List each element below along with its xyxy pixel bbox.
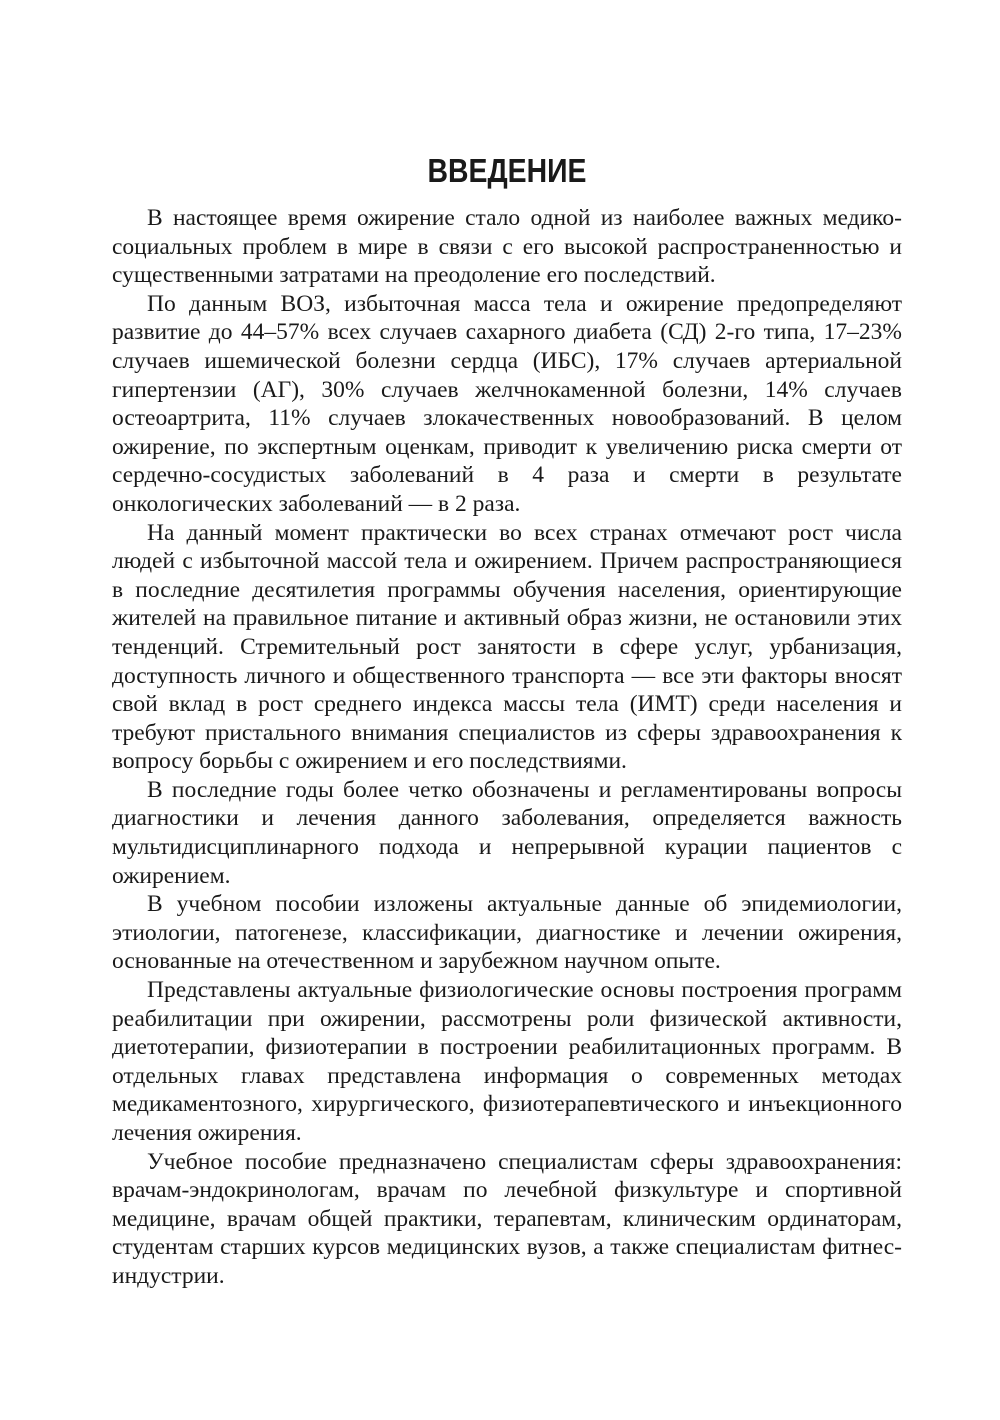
paragraph-growth-trends: На данный момент практически во всех странах отмечают рост числа людей с избыточной массой тела и ожирением. Причем распространяющиеся в последние десятилетия программы обучения населения, ориентирующие жителей на правильное питание и активный образ жизни, не остановили этих тенденций. Стремительный рост занятости в сфере услуг, урбанизация, доступность личного и общественного транспорта — все эти факторы вносят свой вклад в рост среднего индекса массы тела (ИМТ) среди населения и требуют пристального внимания специалистов из сферы здравоохранения к вопросу борьбы с ожирением и его последствиями. <box>112 519 902 775</box>
paragraph-who-statistics: По данным ВОЗ, избыточная масса тела и ожирение предопределяют развитие до 44–57% всех случаев сахарного диабета (СД) 2-го типа, 17–23% случаев ишемической болезни сердца (ИБС), 17% случаев артериальной гипертензии (АГ), 30% случаев желчнокаменной болезни, 14% случаев остеоартрита, 11% случаев злокачественных новообразований. В целом ожирение, по экспертным оценкам, приводит к увеличению риска смерти от сердечно-сосудистых заболеваний в 4 раза и смерти в результате онкологических заболеваний — в 2 раза. <box>112 290 902 517</box>
paragraph-intro: В настоящее время ожирение стало одной из наиболее важных медико-социальных проблем в мире в связи с его высокой распространенностью и существенными затратами на преодоление его последствий. <box>112 205 902 289</box>
paragraph-manual-contents: В учебном пособии изложены актуальные данные об эпидемиологии, этиологии, патогенезе, классификации, диагностике и лечении ожирения, основанные на отечественном и зарубежном научном опыте. <box>112 891 902 975</box>
paragraph-rehabilitation: Представлены актуальные физиологические основы построения программ реабилитации при ожирении, рассмотрены роли физической активности, диетотерапии, физиотерапии в построении реабилитационных программ. В отдельных главах представлена информация о современных методах медикаментозного, хирургического, физиотерапевтического и инъекционного лечения ожирения. <box>112 977 902 1146</box>
page-title: ВВЕДЕНИЕ <box>427 152 587 189</box>
page-body <box>112 148 902 1291</box>
paragraph-audience: Учебное пособие предназначено специалистам сферы здравоохранения: врачам-эндокринологам, врачам по лечебной физкультуре и спортивной медицине, врачам общей практики, терапевтам, клиническим ординаторам, студентам старших курсов медицинских вузов, а также специалистам фитнес-индустрии. <box>112 1148 902 1289</box>
paragraph-diagnostics: В последние годы более четко обозначены и регламентированы вопросы диагностики и лечения данного заболевания, определяется важность мультидисциплинарного подхода и непрерывной курации пациентов с ожирением. <box>112 776 902 889</box>
